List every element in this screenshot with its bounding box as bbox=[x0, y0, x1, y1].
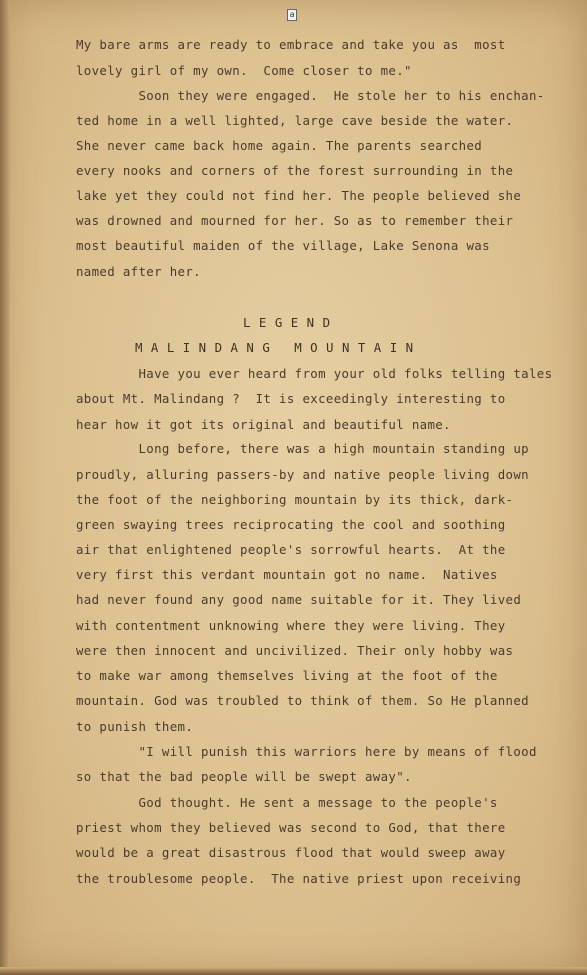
typed-text-block bbox=[76, 0, 553, 975]
text-line: She never came back home again. The parents searched bbox=[76, 138, 483, 153]
text-line: very first this verdant mountain got no name. Natives bbox=[76, 567, 498, 582]
text-line: with contentment unknowing where they were living. They bbox=[76, 618, 506, 633]
text-line: ted home in a well lighted, large cave beside the water. bbox=[76, 113, 514, 128]
text-line: green swaying trees reciprocating the cool and soothing bbox=[76, 517, 506, 532]
text-line: lovely girl of my own. Come closer to me." bbox=[76, 63, 412, 78]
text-line: priest whom they believed was second to God, that there bbox=[76, 820, 506, 835]
text-line: the troublesome people. The native priest upon receiving bbox=[76, 871, 522, 886]
text-line: air that enlightened people's sorrowful hearts. At the bbox=[76, 542, 506, 557]
text-line: to make war among themselves living at the foot of the bbox=[76, 668, 498, 683]
text-line: My bare arms are ready to embrace and take you as most bbox=[76, 37, 506, 52]
text-line: God thought. He sent a message to the people's bbox=[76, 795, 498, 810]
text-line: Have you ever heard from your old folks telling tales bbox=[76, 366, 553, 381]
text-line: to punish them. bbox=[76, 719, 194, 734]
text-line: was drowned and mourned for her. So as to remember their bbox=[76, 213, 514, 228]
text-line: would be a great disastrous flood that would sweep away bbox=[76, 845, 506, 860]
text-line: about Mt. Malindang ? It is exceedingly interesting to bbox=[76, 391, 506, 406]
text-line: Soon they were engaged. He stole her to his enchan- bbox=[76, 88, 545, 103]
text-line: so that the bad people will be swept away". bbox=[76, 769, 412, 784]
text-line: "I will punish this warriors here by means of flood bbox=[76, 744, 537, 759]
text-line: the foot of the neighboring mountain by its thick, dark- bbox=[76, 492, 514, 507]
text-line: mountain. God was troubled to think of them. So He planned bbox=[76, 693, 529, 708]
text-line: named after her. bbox=[76, 264, 201, 279]
page-marker: a bbox=[287, 9, 297, 21]
heading-mountain: M A L I N D A N G M O U N T A I N bbox=[135, 340, 414, 355]
page-left-edge bbox=[0, 0, 10, 975]
text-line: were then innocent and uncivilized. Their only hobby was bbox=[76, 643, 514, 658]
heading-legend: L E G E N D bbox=[243, 315, 331, 330]
text-line: hear how it got its original and beautiful name. bbox=[76, 417, 451, 432]
text-line: most beautiful maiden of the village, Lake Senona was bbox=[76, 238, 490, 253]
text-line: Long before, there was a high mountain standing up bbox=[76, 441, 529, 456]
text-line: had never found any good name suitable for it. They lived bbox=[76, 592, 522, 607]
text-line: proudly, alluring passers-by and native people living down bbox=[76, 467, 529, 482]
text-line: every nooks and corners of the forest surrounding in the bbox=[76, 163, 514, 178]
text-line: lake yet they could not find her. The people believed she bbox=[76, 188, 522, 203]
